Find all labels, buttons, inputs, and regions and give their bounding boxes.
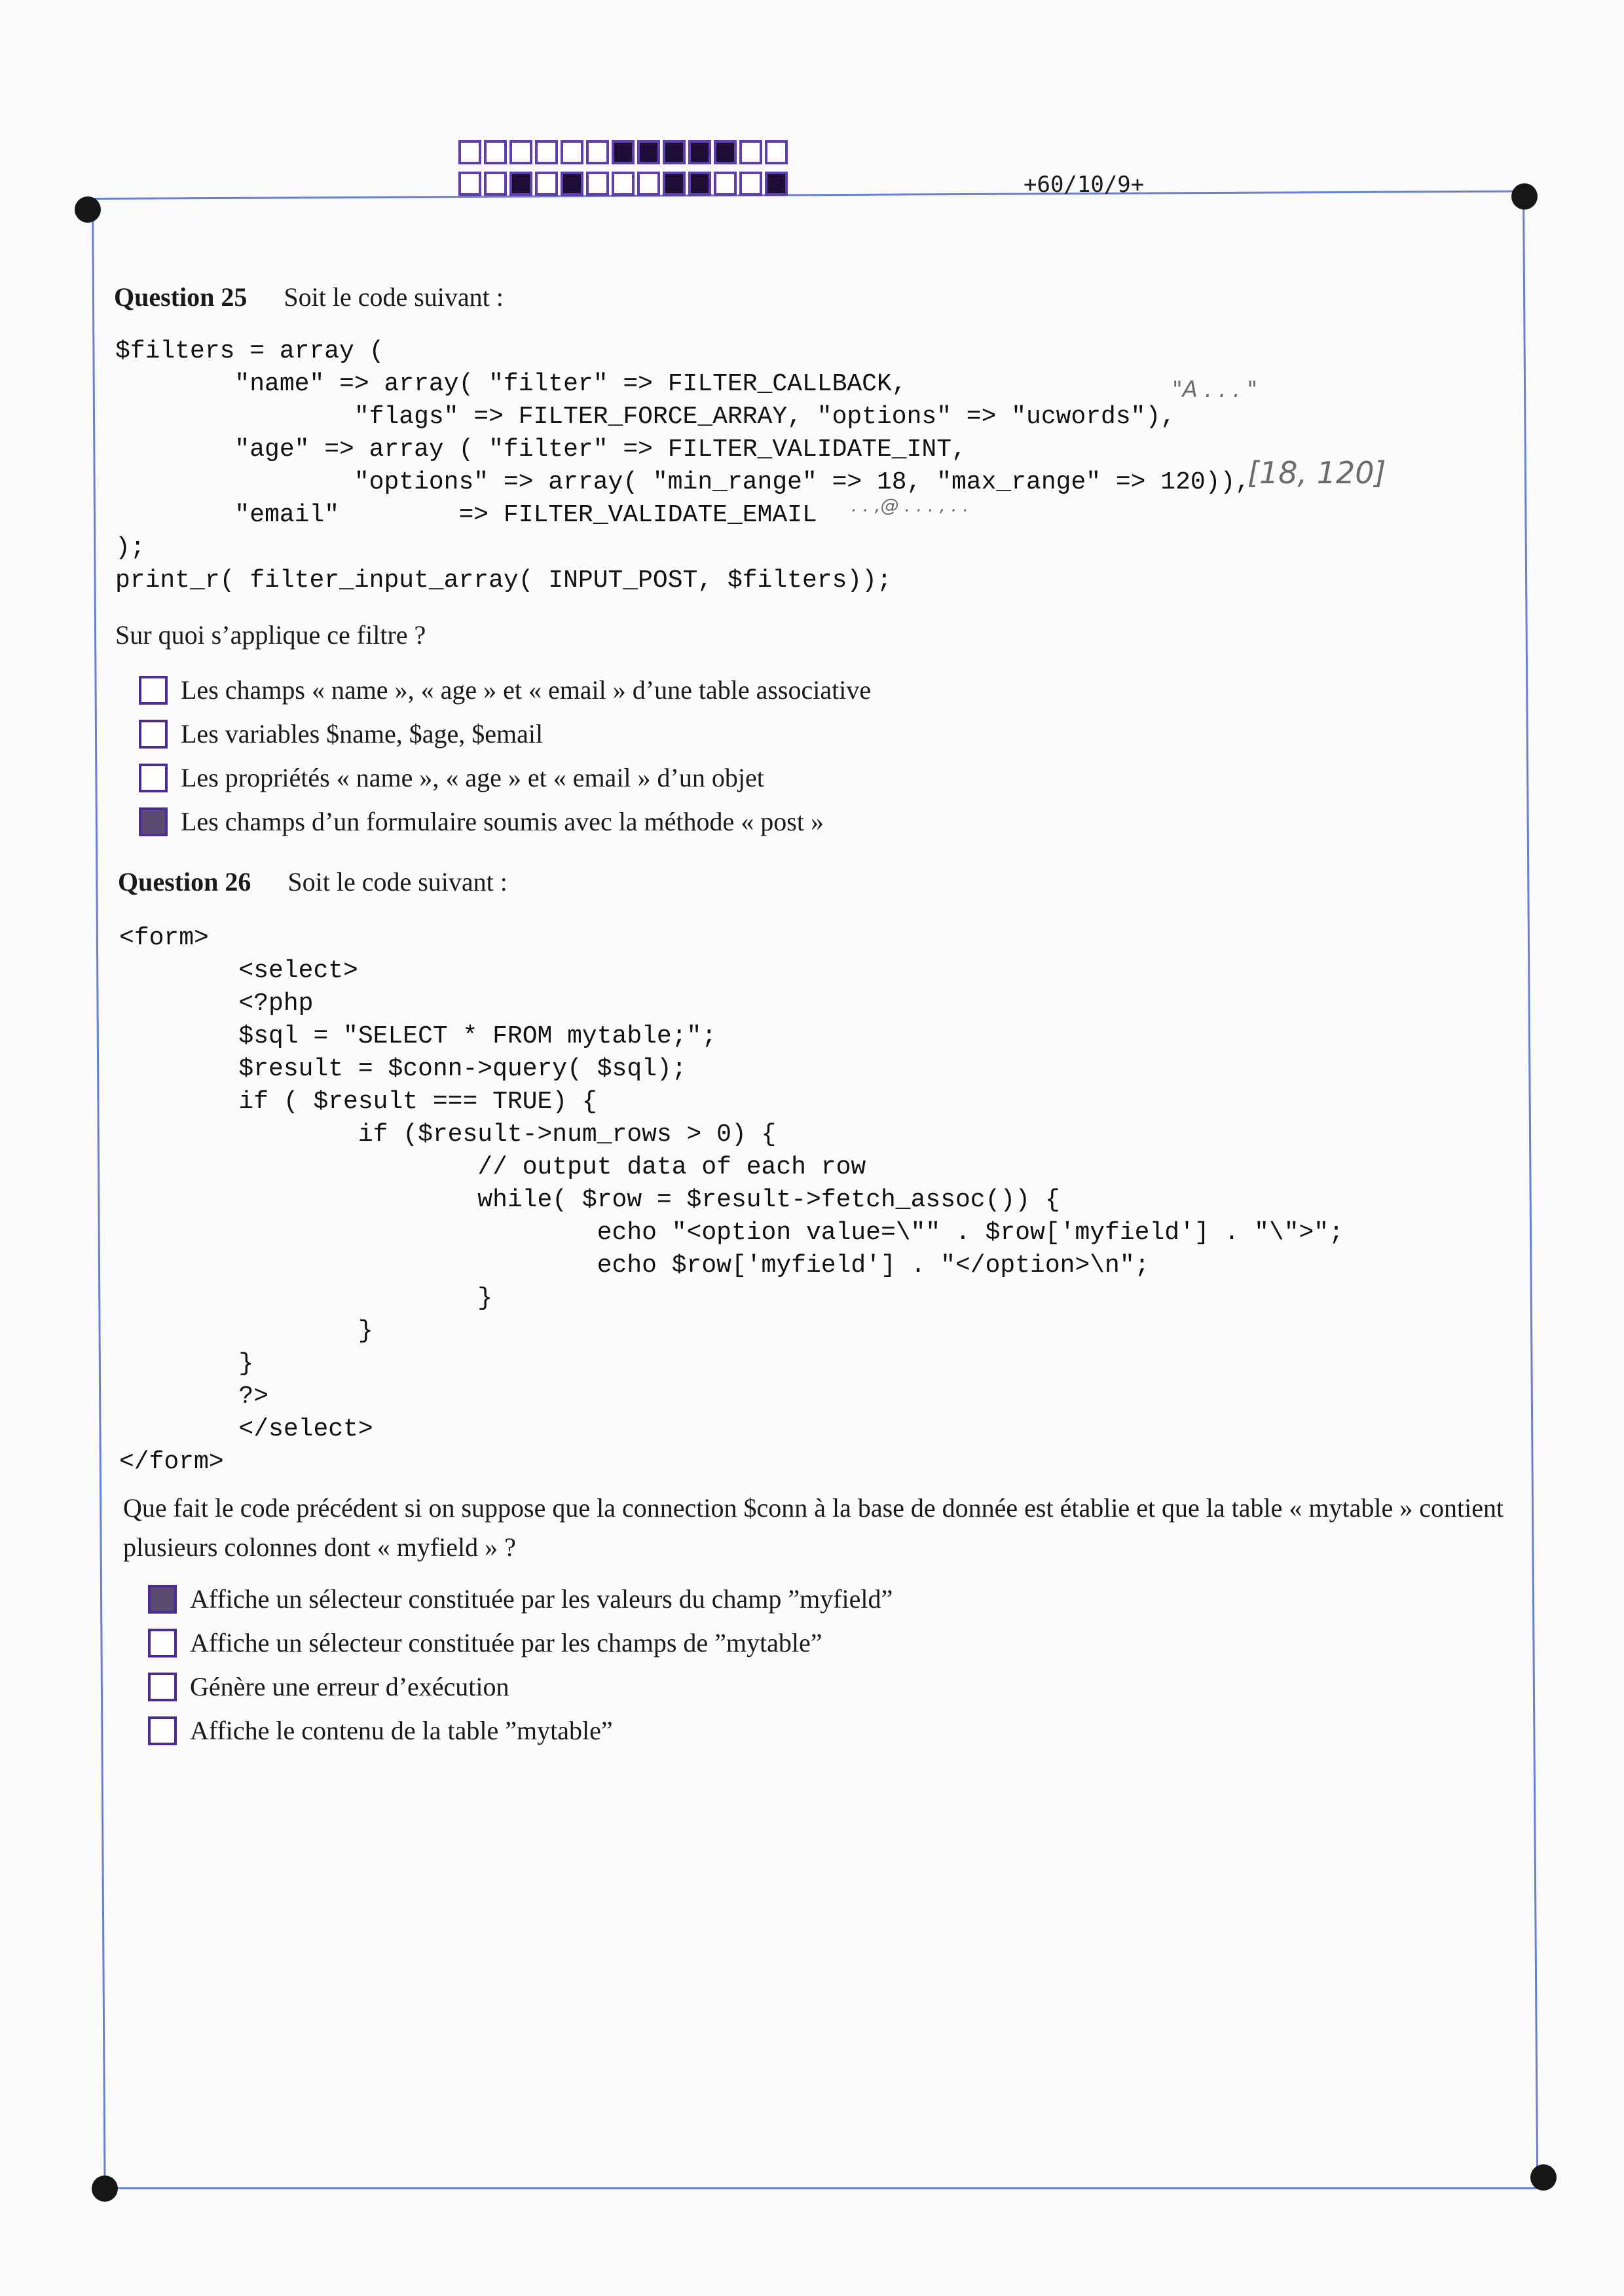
frame-top xyxy=(92,191,1526,200)
page-code: +60/10/9+ xyxy=(1024,172,1145,198)
id-cell xyxy=(688,140,711,164)
id-code-bar xyxy=(458,172,788,196)
id-cell xyxy=(612,140,635,164)
id-cell xyxy=(561,172,583,196)
id-cell xyxy=(561,140,583,164)
id-cell xyxy=(586,140,609,164)
answer-label: Affiche un sélecteur constituée par les valeurs du champ ”myfield” xyxy=(190,1584,893,1614)
checkbox[interactable] xyxy=(148,1629,177,1657)
checkbox[interactable] xyxy=(148,1673,177,1701)
id-cell xyxy=(484,172,507,196)
question-26-header xyxy=(118,866,507,897)
answer-label: Affiche le contenu de la table ”mytable” xyxy=(190,1716,613,1745)
answer-list-q25 xyxy=(139,668,871,843)
id-cell xyxy=(765,172,788,196)
question-prompt: Sur quoi s’applique ce filtre ? xyxy=(115,620,426,650)
registration-mark xyxy=(1530,2164,1557,2191)
answer-label: Les variables $name, $age, $email xyxy=(181,719,544,749)
checkbox[interactable] xyxy=(139,720,168,749)
id-cell xyxy=(637,172,660,196)
handwritten-note: . . ,@ . . . , . . xyxy=(851,494,969,516)
checkbox-checked[interactable] xyxy=(148,1585,177,1614)
id-code-bar xyxy=(458,140,788,164)
id-cell xyxy=(484,140,507,164)
id-cell xyxy=(509,140,532,164)
id-cell xyxy=(663,172,686,196)
question-number: Question 26 xyxy=(118,867,251,897)
handwritten-note: "A . . . " xyxy=(1172,377,1258,403)
id-cell xyxy=(637,140,660,164)
id-cell xyxy=(688,172,711,196)
answer-list-q26 xyxy=(148,1577,893,1752)
id-cell xyxy=(586,172,609,196)
registration-mark xyxy=(75,196,101,223)
answer-option[interactable] xyxy=(139,800,871,843)
answer-option[interactable] xyxy=(139,756,871,800)
frame-bottom xyxy=(105,2187,1545,2189)
code-block-q26: <form> <select> <?php $sql = "SELECT * FROM mytable;"; $result = $conn->query( $sql); if ( $result === TRUE) { if ($result->num_rows > 0) { // output data of each row while( $row = $result->fetch_assoc()) { echo "<option value=\"" . $row['myfield'] . "\">"; echo $row['myfield'] . "</option>\n"; } } } ?> </select> </form> xyxy=(119,924,1344,1476)
id-cell xyxy=(663,140,686,164)
answer-option[interactable] xyxy=(148,1621,893,1665)
answer-label: Les champs d’un formulaire soumis avec la méthode « post » xyxy=(181,807,824,836)
registration-mark xyxy=(92,2176,118,2202)
frame-right xyxy=(1522,193,1538,2184)
id-cell xyxy=(714,140,737,164)
checkbox-checked[interactable] xyxy=(139,807,168,836)
id-cell xyxy=(612,172,635,196)
answer-option[interactable] xyxy=(139,712,871,756)
code-block-q25: $filters = array ( "name" => array( "filter" => FILTER_CALLBACK, "flags" => FILTER_FORCE_ARRAY, "options" => "ucwords"), "age" => array ( "filter" => FILTER_VALIDATE_INT, "options" => array( "min_range" => 18, "max_range" => 120)), "email" => FILTER_VALIDATE_EMAIL ); print_r( filter_input_array( INPUT_POST, $filters)); xyxy=(115,337,1251,595)
question-intro: Soit le code suivant : xyxy=(284,282,504,312)
question-prompt: Que fait le code précédent si on suppose que la connection $conn à la base de donnée est établie et que la table « mytable » contient plusieurs colonnes dont « myfield » ? xyxy=(123,1493,1504,1562)
handwritten-note: [18, 120] xyxy=(1247,455,1386,491)
registration-mark xyxy=(1511,183,1538,210)
checkbox[interactable] xyxy=(139,764,168,792)
question-intro: Soit le code suivant : xyxy=(287,867,507,897)
id-cell xyxy=(765,140,788,164)
id-cell xyxy=(458,172,481,196)
answer-label: Affiche un sélecteur constituée par les champs de ”mytable” xyxy=(190,1628,822,1657)
id-cell xyxy=(739,172,762,196)
frame-left xyxy=(92,198,106,2189)
id-cell xyxy=(458,140,481,164)
id-cell xyxy=(739,140,762,164)
answer-option[interactable] xyxy=(148,1577,893,1621)
id-cell xyxy=(535,172,558,196)
answer-label: Les champs « name », « age » et « email » d’une table associative xyxy=(181,675,872,705)
answer-option[interactable] xyxy=(148,1665,893,1709)
question-25-header xyxy=(114,282,504,312)
checkbox[interactable] xyxy=(148,1716,177,1745)
id-cell xyxy=(714,172,737,196)
id-cell xyxy=(535,140,558,164)
answer-option[interactable] xyxy=(148,1709,893,1752)
answer-label: Génère une erreur d’exécution xyxy=(190,1672,509,1701)
question-number: Question 25 xyxy=(114,282,248,312)
checkbox[interactable] xyxy=(139,676,168,705)
id-cell xyxy=(509,172,532,196)
answer-label: Les propriétés « name », « age » et « email » d’un objet xyxy=(181,763,764,792)
answer-option[interactable] xyxy=(139,668,871,712)
